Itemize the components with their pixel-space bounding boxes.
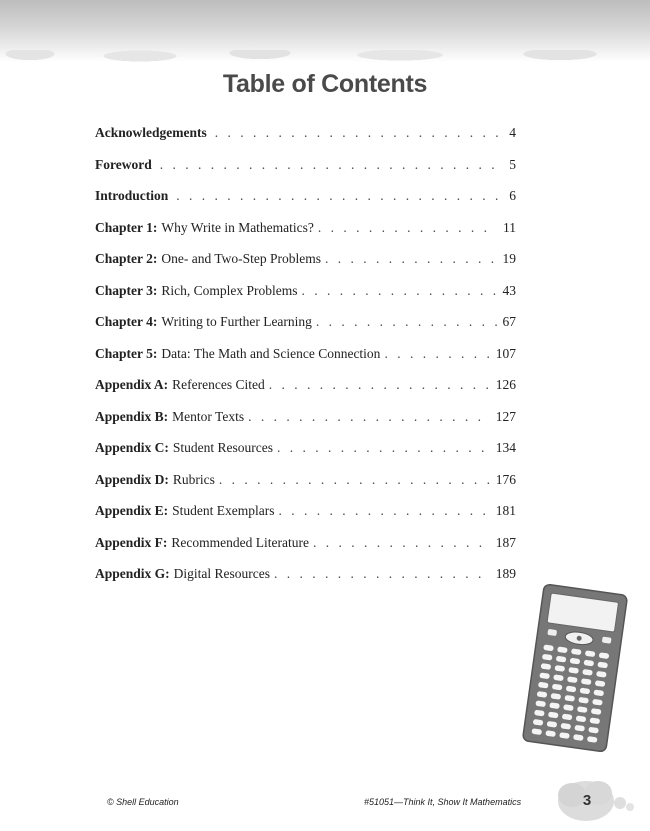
toc-entry-label: Foreword [95,156,152,172]
toc-entry-title: One- and Two-Step Problems [161,251,322,266]
toc-entry-title: Rich, Complex Problems [161,282,298,298]
dot-leader [248,409,490,425]
toc-entry [95,157,516,189]
toc-entry-label: Appendix F: [95,534,168,550]
toc-entry [95,346,516,378]
toc-entry-label: Chapter 5: [95,345,158,361]
toc-entry-title: Digital Resources [173,566,271,581]
page-number: 3 [582,792,592,809]
toc-entry-title: Writing to Further Learning [161,314,312,329]
dot-leader [219,472,490,488]
toc-entry [95,377,516,409]
toc-entry [95,283,516,315]
toc-entry [95,472,516,504]
toc-entry-label: Appendix A: [95,377,169,392]
dot-leader [325,251,496,267]
toc-entry-page-number: 11 [503,219,516,235]
toc-entry-label: Appendix G: [95,566,170,581]
toc-entry-page-number: 19 [502,251,516,266]
toc-entry-label: Chapter 3: [95,282,158,298]
toc-entry-page-number: 127 [495,408,516,424]
toc-entry-title: Student Exemplars [172,503,275,518]
toc-entry-title: Recommended Literature [171,534,309,550]
toc-entry-label: Introduction [95,188,169,203]
toc-entry-page-number: 176 [495,471,516,487]
dot-leader [269,377,490,393]
toc-entry-label: Acknowledgements [95,125,207,140]
dot-leader [302,283,497,299]
toc-entry-label: Chapter 4: [95,314,158,329]
toc-entry [95,188,516,220]
dot-leader [318,220,497,236]
dot-leader [215,125,500,141]
dot-leader [279,503,490,519]
toc-entry-page-number: 4 [509,125,516,140]
dot-leader [176,188,500,204]
toc-entry-title: References Cited [172,377,265,392]
toc-entry-page-number: 187 [495,534,516,550]
toc-entry-label: Appendix E: [95,503,169,518]
toc-entry [95,566,516,598]
toc-entry-label: Appendix C: [95,440,169,455]
toc-entry-label: Appendix D: [95,471,169,487]
calculator-illustration [519,583,631,753]
toc-entry-page-number: 5 [509,156,516,172]
toc-entry-page-number: 134 [495,440,516,455]
toc-entry-page-number: 67 [502,314,516,329]
toc-entry [95,440,516,472]
header-texture-band [0,0,650,62]
toc-entry-title: Rubrics [172,471,215,487]
toc-entry-page-number: 126 [495,377,516,392]
toc-list [95,125,516,598]
toc-entry [95,535,516,567]
toc-entry-title: Mentor Texts [172,408,245,424]
dot-leader [313,535,490,551]
dot-leader [160,157,500,173]
dot-leader [384,346,489,362]
footer-book-title: #51051—Think It, Show It Mathematics [364,797,522,807]
footer-publisher: © Shell Education [107,797,179,807]
toc-entry-title: Student Resources [172,440,274,455]
page-title: Table of Contents [222,70,428,98]
toc-entry-page-number: 107 [495,345,516,361]
toc-entry-page-number: 181 [495,503,516,518]
toc-entry-label: Chapter 1: [95,219,158,235]
toc-entry [95,503,516,535]
toc-entry [95,251,516,283]
toc-entry [95,220,516,252]
toc-entry-page-number: 189 [495,566,516,581]
toc-entry-title: Why Write in Mathematics? [161,219,314,235]
toc-entry-label: Chapter 2: [95,251,158,266]
dot-leader [316,314,497,330]
toc-entry-page-number: 43 [502,282,516,298]
toc-entry [95,125,516,157]
toc-entry [95,409,516,441]
toc-entry-page-number: 6 [509,188,516,203]
toc-entry-title: Data: The Math and Science Connection [161,345,381,361]
dot-leader [274,566,490,582]
toc-entry [95,314,516,346]
toc-entry-label: Appendix B: [95,408,169,424]
dot-leader [277,440,490,456]
